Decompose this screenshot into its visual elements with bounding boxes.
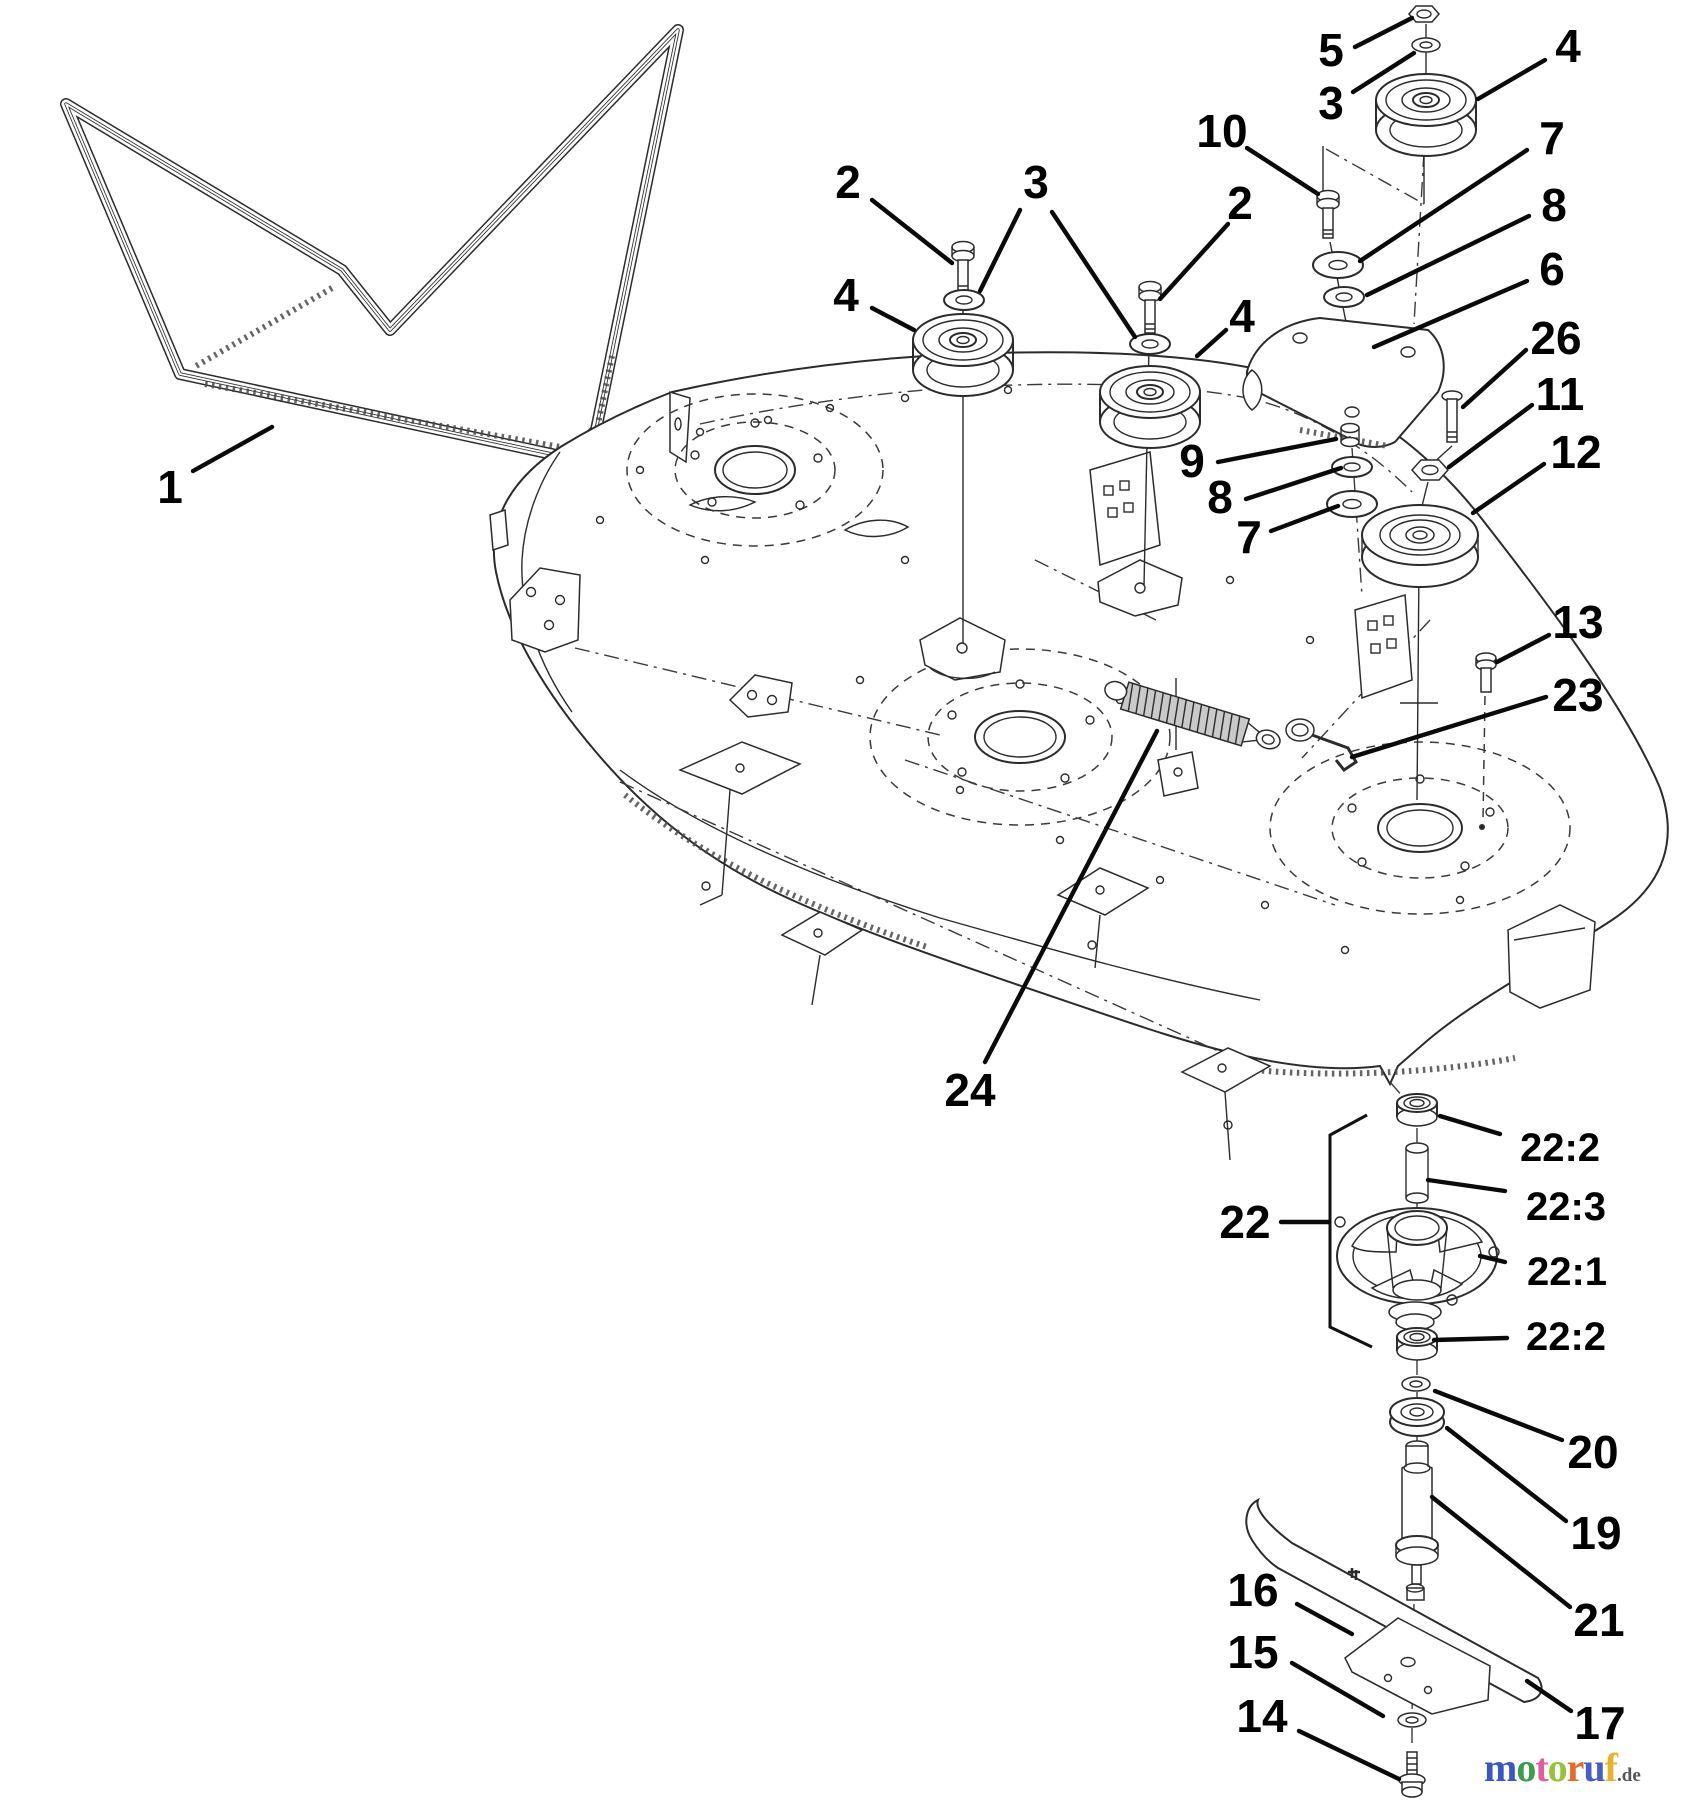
callout-10: 10	[1196, 105, 1248, 157]
callout-3: 3	[1023, 156, 1049, 208]
callout-12: 12	[1550, 426, 1602, 478]
watermark-letter: u	[1583, 1745, 1605, 1790]
callout-8: 8	[1207, 471, 1233, 523]
leader-line-14	[1299, 1731, 1399, 1779]
watermark-letter: f	[1604, 1745, 1617, 1790]
leader-line-1	[193, 427, 272, 471]
watermark-suffix: .de	[1617, 1765, 1641, 1786]
callout-4: 4	[1229, 290, 1255, 342]
callout-8: 8	[1541, 179, 1567, 231]
leader-line-4	[872, 308, 914, 330]
drive-belt	[66, 30, 678, 458]
leader-line-21	[1432, 1497, 1570, 1607]
callout-2: 2	[835, 156, 861, 208]
leader-line-7	[1360, 150, 1527, 261]
washer-15	[1398, 1713, 1426, 1727]
callout-1: 1	[157, 461, 183, 513]
leader-line-3	[1052, 212, 1135, 337]
leader-line-11	[1449, 405, 1532, 467]
leader-line-22:2	[1434, 1338, 1507, 1340]
callout-22:1: 22:1	[1526, 1250, 1608, 1294]
leader-line-16	[1297, 1604, 1352, 1634]
leader-line-19	[1447, 1428, 1566, 1521]
callout-22:2: 22:2	[1519, 1126, 1601, 1170]
leader-line-12	[1473, 464, 1544, 513]
leader-line-22:2	[1440, 1116, 1500, 1134]
callout-3: 3	[1318, 77, 1344, 129]
callout-22:3: 22:3	[1525, 1185, 1607, 1229]
callout-26: 26	[1530, 312, 1582, 364]
callout-9: 9	[1179, 435, 1205, 487]
watermark-logo	[1484, 1745, 1694, 1790]
callout-22:2: 22:2	[1525, 1315, 1607, 1359]
callout-15: 15	[1227, 1626, 1279, 1678]
callout-4: 4	[1555, 20, 1581, 72]
callout-7: 7	[1539, 112, 1565, 164]
belt-guide-right	[1355, 595, 1412, 698]
bolt-2-right	[1139, 282, 1161, 334]
callout-6: 6	[1539, 243, 1565, 295]
watermark-letter: o	[1516, 1745, 1536, 1790]
bolt-10	[1317, 191, 1339, 239]
leader-line-4	[1197, 330, 1226, 356]
watermark-letter: o	[1547, 1745, 1567, 1790]
watermark-letter: t	[1535, 1745, 1548, 1790]
callout-14: 14	[1236, 1690, 1288, 1742]
callout-13: 13	[1552, 596, 1604, 648]
callout-5: 5	[1318, 24, 1344, 76]
bolt-2-left	[952, 242, 974, 297]
bolt-26	[1442, 391, 1462, 442]
leader-line-22:3	[1428, 1180, 1505, 1191]
callout-23: 23	[1552, 669, 1604, 721]
callout-20: 20	[1567, 1426, 1619, 1478]
spindle-shaft-21	[1396, 1441, 1438, 1600]
blade-stiffener-16	[1345, 1618, 1490, 1714]
bearing-22-2-bottom	[1397, 1328, 1437, 1360]
washer-3-top	[1412, 38, 1440, 52]
mower-deck	[490, 352, 1668, 1160]
leader-line-3	[980, 210, 1020, 291]
idler-pulley-4-left	[913, 314, 1013, 396]
callout-17: 17	[1574, 1697, 1626, 1749]
washer-20	[1402, 1377, 1430, 1391]
deck-flange-tab	[670, 392, 690, 462]
deck-outline	[494, 352, 1668, 1084]
leader-line-10	[1247, 148, 1318, 194]
leader-line-8	[1367, 216, 1529, 295]
callout-2: 2	[1227, 177, 1253, 229]
washer-3-left	[944, 290, 984, 310]
callout-16: 16	[1227, 1564, 1279, 1616]
leader-line-2	[872, 200, 952, 263]
leader-line-4	[1478, 60, 1545, 99]
callout-22: 22	[1219, 1196, 1271, 1248]
spacer-22-3	[1406, 1143, 1428, 1203]
leader-line-26	[1463, 350, 1526, 407]
callout-7: 7	[1236, 511, 1262, 563]
watermark-letter: m	[1484, 1745, 1517, 1790]
callout-21: 21	[1573, 1594, 1625, 1646]
bearing-22-2-top	[1397, 1094, 1437, 1126]
callout-4: 4	[833, 269, 859, 321]
watermark-letter: r	[1566, 1745, 1584, 1790]
callout-19: 19	[1570, 1507, 1622, 1559]
callout-24: 24	[944, 1064, 996, 1116]
leader-line-5	[1355, 18, 1412, 47]
belt-guide-left	[1090, 452, 1160, 565]
blade-bolt-14	[1399, 1752, 1425, 1797]
flat-idler-pulley-12	[1362, 505, 1478, 587]
spindle-housing-22-1	[1335, 1208, 1499, 1330]
leader-line-6	[1374, 281, 1527, 347]
washer-7-upper	[1313, 252, 1363, 278]
flanged-bearing-19	[1390, 1398, 1444, 1436]
idler-pulley-4-top	[1376, 74, 1476, 156]
washer-8-upper	[1324, 287, 1364, 307]
washer-7-lower	[1327, 491, 1377, 517]
callout-11: 11	[1535, 368, 1585, 420]
nut-11	[1412, 460, 1448, 480]
leader-line-2	[1160, 224, 1228, 299]
